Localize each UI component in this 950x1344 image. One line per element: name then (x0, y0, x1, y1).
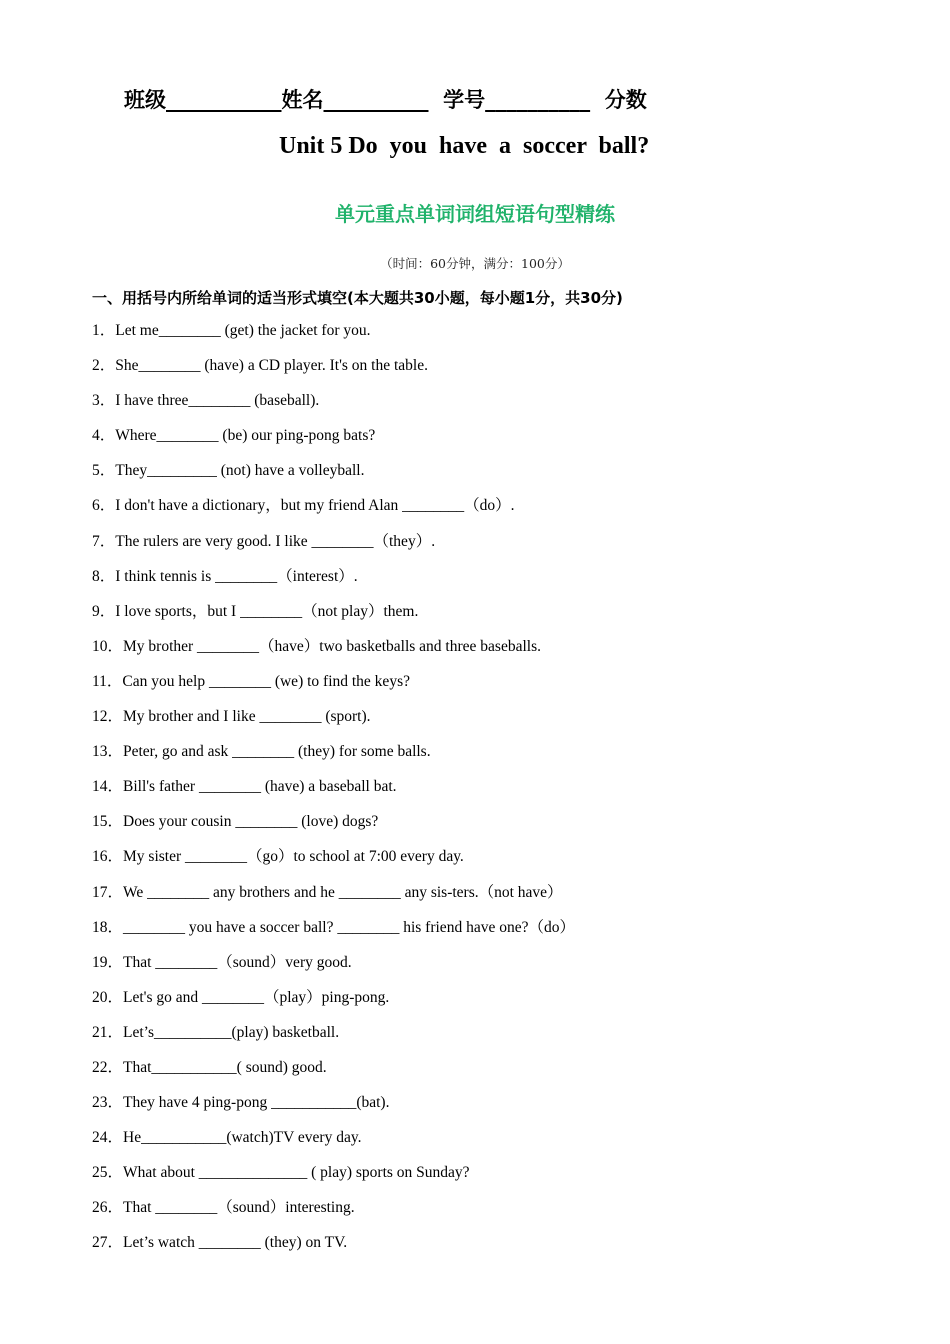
question-item: 2．She________ (have) a CD player. It's on the table. (92, 357, 428, 375)
question-item: 21．Let’s__________(play) basketball. (92, 1023, 340, 1041)
question-item: 22．That___________( sound) good. (92, 1058, 327, 1076)
question-list (92, 320, 575, 1268)
question-item: 13．Peter, go and ask ________ (they) for some balls. (92, 743, 431, 761)
question-item: 1．Let me________ (get) the jacket for you. (92, 322, 371, 339)
question-item: 8．I think tennis is ________（interest）. (92, 567, 358, 585)
question-item: 26．That ________（sound）interesting. (92, 1199, 355, 1217)
question-item: 5．They_________ (not) have a volleyball. (92, 462, 365, 480)
question-item: 20．Let's go and ________（play）ping-pong. (92, 988, 390, 1006)
question-item: 9．I love sports，but I ________（not play）them. (92, 602, 419, 620)
question-item: 23．They have 4 ping-pong ___________(bat). (92, 1094, 390, 1112)
section-heading: 一、用括号内所给单词的适当形式填空(本大题共30小题，每小题1分，共30分) (92, 289, 623, 307)
question-item: 10．My brother ________（have）two basketballs and three baseballs. (92, 637, 541, 655)
question-item: 11．Can you help ________ (we) to find the keys? (92, 672, 410, 690)
page-title: Unit 5 Do you have a soccer ball? (279, 133, 650, 159)
page-subtitle: 单元重点单词词组短语句型精练 (335, 202, 615, 226)
time-note: （时间：60分钟，满分：100分） (380, 256, 570, 271)
question-item: 15．Does your cousin ________ (love) dogs? (92, 813, 379, 831)
question-item: 16．My sister ________（go）to school at 7:00 every day. (92, 848, 464, 866)
question-item: 27．Let’s watch ________ (they) on TV. (92, 1234, 348, 1252)
question-item: 25．What about ______________ ( play) sports on Sunday? (92, 1164, 470, 1182)
student-info-line: 班级___________姓名__________ 学号__________ 分数 (124, 88, 647, 112)
question-item: 7．The rulers are very good. I like ________（they）. (92, 532, 436, 550)
question-item: 6．I don't have a dictionary，but my friend Alan ________（do）. (92, 497, 515, 515)
question-item: 24．He___________(watch)TV every day. (92, 1129, 362, 1147)
question-item: 4．Where________ (be) our ping-pong bats? (92, 427, 376, 445)
question-item: 17．We ________ any brothers and he ________ any sis-ters.（not have） (92, 883, 563, 901)
question-item: 3．I have three________ (baseball). (92, 392, 320, 410)
question-item: 14．Bill's father ________ (have) a baseball bat. (92, 778, 397, 796)
question-item: 12．My brother and I like ________ (sport). (92, 708, 371, 726)
question-item: 19．That ________（sound）very good. (92, 953, 352, 971)
question-item: 18．________ you have a soccer ball? ________ his friend have one?（do） (92, 918, 575, 936)
